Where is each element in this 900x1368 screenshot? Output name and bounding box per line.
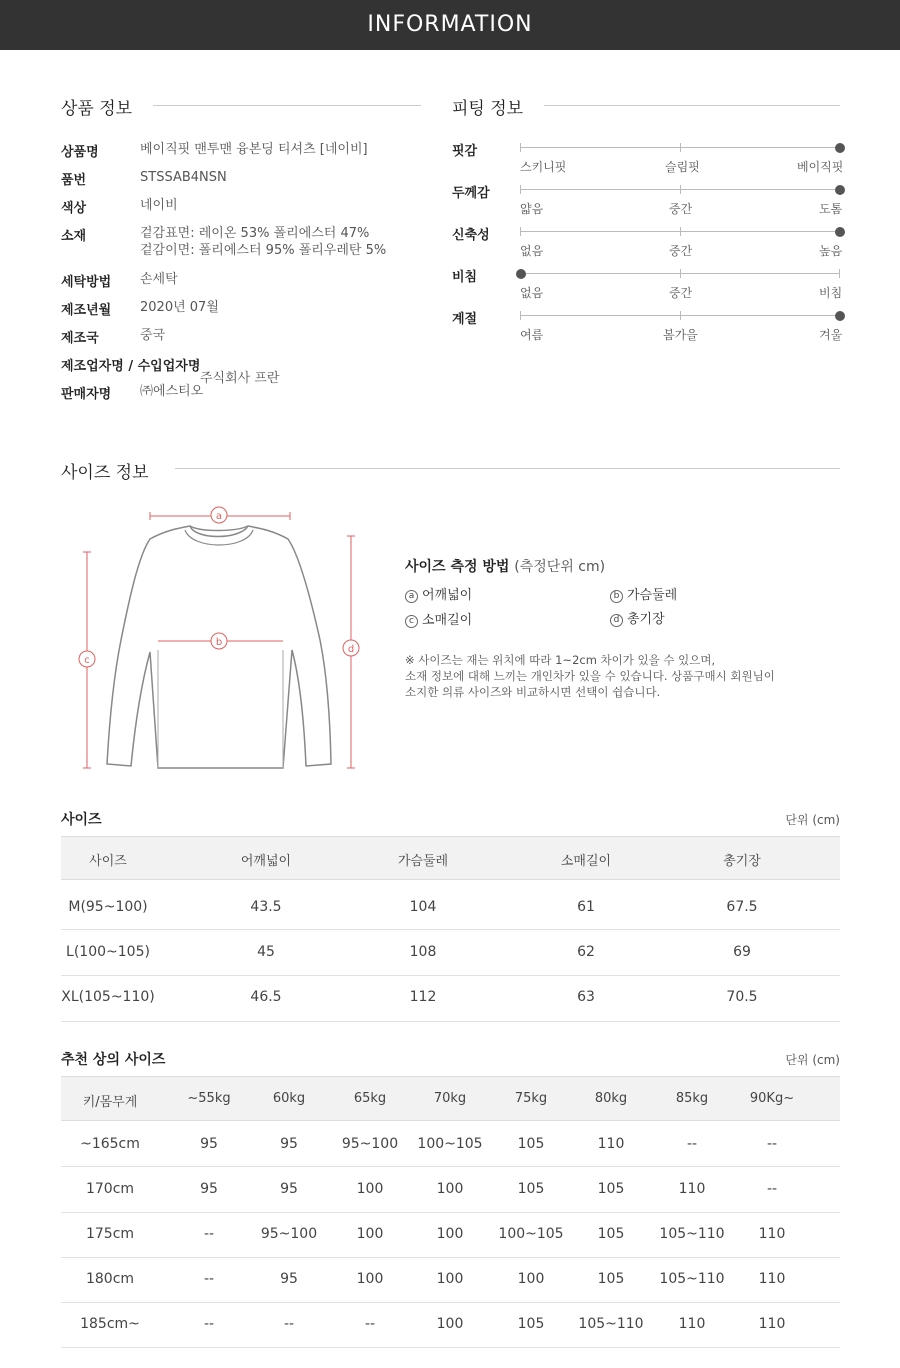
thickness-selected-dot: [835, 185, 845, 195]
stretch-selected-dot: [835, 227, 845, 237]
tshirt-diagram: [70, 500, 370, 780]
rec-table-cell: 105~110: [659, 1271, 725, 1287]
measure-note: ※ 사이즈는 재는 위치에 따라 1~2cm 차이가 있을 수 있으며, 소재 정보에 대해 느끼는 개인차가 있을 수 있습니다. 상품구매시 회원님이 소지한 의류 사이즈와 비교하시면 선택이 쉽습니다.: [405, 653, 775, 699]
header-title: INFORMATION: [367, 12, 533, 37]
rec-table-header-cell: ~55kg: [187, 1091, 231, 1106]
fit-selected-dot: [835, 143, 845, 153]
rec-table-cell: 100: [436, 1226, 464, 1242]
fitting-info-title: 피팅 정보: [452, 99, 524, 119]
legend-d: d 총기장: [610, 608, 665, 627]
size-table-cell: 70.5: [726, 989, 758, 1005]
rec-table-cell: 110: [758, 1271, 786, 1287]
rec-table-cell: 100: [436, 1316, 464, 1332]
size-table-cell: 62: [577, 944, 595, 960]
rec-table-cell: --: [203, 1271, 215, 1287]
sheer-selected-dot: [516, 269, 526, 279]
svg-text:b: b: [215, 637, 223, 648]
legend-a: a 어깨넓이: [405, 584, 472, 603]
size-table-cell: 112: [409, 989, 437, 1005]
rec-table-cell: 105: [597, 1226, 625, 1242]
rec-table-cell: 110: [678, 1181, 706, 1197]
rec-table-cell: 105: [597, 1181, 625, 1197]
rec-table-cell: 105: [517, 1181, 545, 1197]
size-table-cell: 69: [733, 944, 751, 960]
rec-table-cell: 100: [517, 1271, 545, 1287]
fitting-info-divider: [544, 105, 840, 106]
rec-table-cell: 105: [517, 1136, 545, 1152]
rec-table-cell: 175cm: [85, 1226, 135, 1242]
rec-table-cell: 100~105: [498, 1226, 564, 1242]
rec-table-cell: --: [766, 1181, 778, 1197]
rec-table-row-divider: [61, 1302, 840, 1303]
size-table-row-divider: [61, 1021, 840, 1022]
product-info-title: 상품 정보: [61, 99, 133, 119]
rec-table-cell: 110: [597, 1136, 625, 1152]
rec-table-header-cell: 75kg: [514, 1091, 548, 1106]
season-selected-dot: [835, 311, 845, 321]
rec-table-cell: --: [203, 1226, 215, 1242]
size-table-header-cell: 총기장: [723, 854, 761, 869]
rec-table-row-divider: [61, 1212, 840, 1213]
rec-table-cell: 95: [200, 1136, 218, 1152]
rec-table-cell: 105~110: [578, 1316, 644, 1332]
rec-table-cell: 100: [356, 1226, 384, 1242]
rec-table-cell: 100: [436, 1181, 464, 1197]
size-info-divider: [175, 468, 840, 469]
svg-text:c: c: [84, 655, 90, 666]
rec-table-cell: 95~100: [260, 1226, 318, 1242]
size-table-cell: 43.5: [250, 899, 282, 915]
rec-table-cell: 95: [280, 1136, 298, 1152]
rec-table-cell: 100: [356, 1181, 384, 1197]
rec-table-cell: 110: [678, 1316, 706, 1332]
size-table-unit: 단위 (cm): [785, 813, 840, 827]
size-table-cell: 46.5: [250, 989, 282, 1005]
size-table-cell: 61: [577, 899, 595, 915]
rec-table-cell: 170cm: [85, 1181, 135, 1197]
rec-table-cell: 100: [356, 1271, 384, 1287]
rec-table-cell: 100~105: [417, 1136, 483, 1152]
rec-table-cell: 110: [758, 1316, 786, 1332]
rec-table-cell: --: [364, 1316, 376, 1332]
rec-table-cell: 185cm~: [80, 1316, 140, 1332]
rec-table-header-cell: 65kg: [353, 1091, 387, 1106]
legend-c: c 소매길이: [405, 609, 472, 628]
size-table-header-cell: 가슴둘레: [397, 854, 449, 869]
rec-table-cell: 110: [758, 1226, 786, 1242]
legend-b: b 가슴둘레: [610, 584, 677, 603]
rec-table-cell: 180cm: [85, 1271, 135, 1287]
size-table-cell: XL(105~110): [61, 989, 155, 1005]
size-table-cell: 63: [577, 989, 595, 1005]
rec-table-cell: --: [766, 1136, 778, 1152]
size-table-cell: 67.5: [726, 899, 758, 915]
rec-table-cell: 105: [517, 1316, 545, 1332]
size-table-cell: 104: [409, 899, 437, 915]
size-info-title: 사이즈 정보: [61, 463, 149, 483]
rec-table-cell: --: [283, 1316, 295, 1332]
rec-table-cell: 95~100: [341, 1136, 399, 1152]
rec-table-cell: 95: [200, 1181, 218, 1197]
rec-table-cell: 100: [436, 1271, 464, 1287]
rec-table-row-divider: [61, 1166, 840, 1167]
svg-text:d: d: [347, 644, 355, 655]
rec-table-cell: 105~110: [659, 1226, 725, 1242]
size-table-row-divider: [61, 929, 840, 930]
rec-table-cell: --: [203, 1316, 215, 1332]
rec-table-title: 추천 상의 사이즈: [61, 1052, 166, 1068]
measure-method-title: 사이즈 측정 방법 (측정단위 cm): [405, 559, 606, 575]
svg-text:a: a: [215, 511, 223, 522]
rec-table-unit: 단위 (cm): [785, 1053, 840, 1067]
size-table-row-divider: [61, 975, 840, 976]
rec-table-cell: --: [686, 1136, 698, 1152]
rec-table-cell: ~165cm: [80, 1136, 140, 1152]
rec-table-header-cell: 90Kg~: [749, 1091, 795, 1106]
rec-table-header-cell: 키/몸무게: [82, 1095, 138, 1110]
rec-table-row-divider: [61, 1257, 840, 1258]
rec-table-header-cell: 85kg: [675, 1091, 709, 1106]
size-table-title: 사이즈: [61, 812, 102, 828]
rec-table-header-cell: 60kg: [272, 1091, 306, 1106]
rec-table-cell: 95: [280, 1181, 298, 1197]
rec-table-cell: 95: [280, 1271, 298, 1287]
size-table-header-cell: 어깨넓이: [240, 854, 292, 869]
rec-table-cell: 105: [597, 1271, 625, 1287]
size-table-cell: 45: [257, 944, 275, 960]
size-table-header-cell: 사이즈: [89, 854, 127, 869]
top-bar: [0, 0, 900, 50]
rec-table-row-divider: [61, 1347, 840, 1348]
size-table-header-cell: 소매길이: [560, 854, 612, 869]
product-info-divider: [153, 105, 421, 106]
rec-table-header-cell: 70kg: [433, 1091, 467, 1106]
rec-table-header-cell: 80kg: [594, 1091, 628, 1106]
size-table-cell: M(95~100): [68, 899, 148, 915]
size-table-cell: L(100~105): [66, 944, 150, 960]
size-table-cell: 108: [409, 944, 437, 960]
